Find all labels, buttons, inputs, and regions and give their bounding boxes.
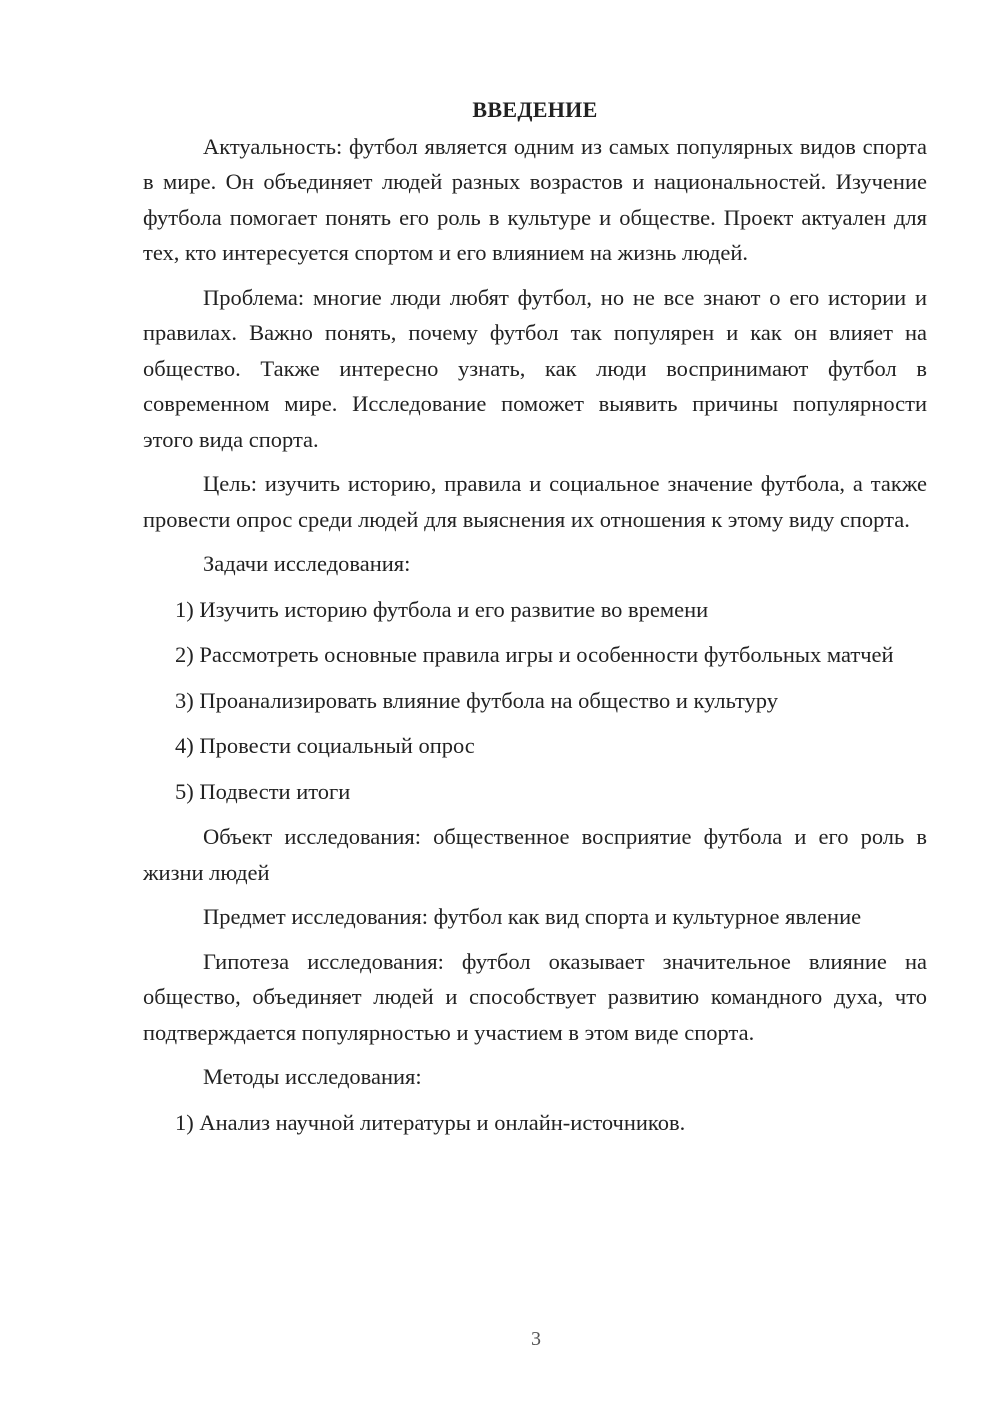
methods-heading: Методы исследования: — [203, 1064, 422, 1089]
task-item-2: 2) Рассмотреть основные правила игры и особенности футбольных матчей — [175, 642, 894, 667]
page-number: 3 — [531, 1328, 541, 1350]
task-item-5: 5) Подвести итоги — [175, 778, 351, 804]
document-page — [143, 92, 927, 1150]
hypothesis-paragraph: Гипотеза исследования: футбол оказывает значительное влияние на общество, объединяет людей и способствует развитию командного духа, что подтверждается популярностью и участием в этом виде спорта. — [143, 948, 927, 1045]
section-title: ВВЕДЕНИЕ — [472, 97, 598, 122]
task-item-1: 1) Изучить историю футбола и его развитие во времени — [175, 596, 709, 622]
task-item-3: 3) Проанализировать влияние футбола на общество и культуру — [175, 687, 779, 713]
relevance-paragraph: Актуальность: футбол является одним из самых популярных видов спорта в мире. Он объединяет людей разных возрастов и национальностей. Изучение футбола помогает понять его роль в культуре и обществе. Проект актуален для тех, кто интересуется спортом и его влиянием на жизнь людей. — [143, 133, 927, 265]
subject-paragraph: Предмет исследования: футбол как вид спорта и культурное явление — [203, 904, 862, 929]
goal-paragraph: Цель: изучить историю, правила и социальное значение футбола, а также провести опрос среди людей для выяснения их отношения к этому виду спорта. — [143, 471, 927, 532]
method-item-1: 1) Анализ научной литературы и онлайн-источников. — [175, 1109, 686, 1135]
object-paragraph: Объект исследования: общественное восприятие футбола и его роль в жизни людей — [143, 824, 927, 885]
problem-paragraph: Проблема: многие люди любят футбол, но не все знают о его истории и правилах. Важно понять, почему футбол так популярен и как он влияет на общество. Также интересно узнать, как люди воспринимают футбол в современном мире. Исследование поможет выявить причины популярности этого вида спорта. — [143, 284, 927, 452]
task-item-4: 4) Провести социальный опрос — [175, 733, 475, 758]
tasks-heading: Задачи исследования: — [203, 551, 411, 576]
